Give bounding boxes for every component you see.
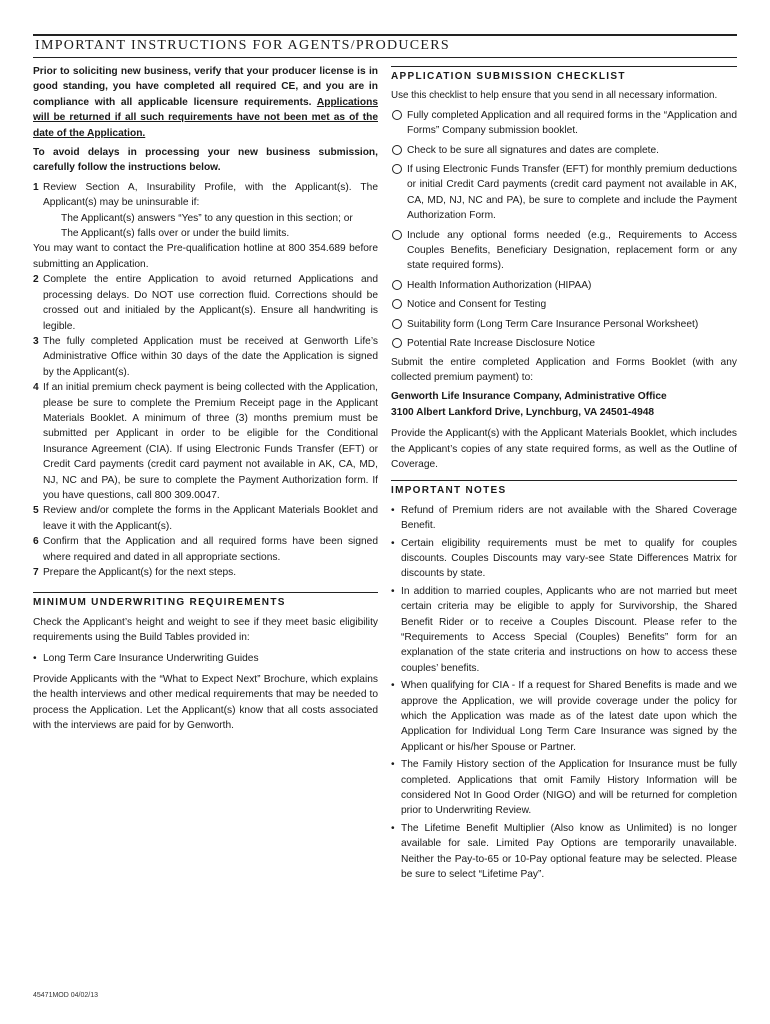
address-line-1: Genworth Life Insurance Company, Administrative Office (391, 391, 667, 403)
checklist-text: Suitability form (Long Term Care Insurance Personal Worksheet) (407, 318, 699, 330)
address-line-2: 3100 Albert Lankford Drive, Lynchburg, VA 24501-4948 (391, 406, 655, 418)
submission-checklist (391, 108, 737, 352)
intro-bold: Prior to soliciting new business, verify that your producer license is in good standing, you have completed all required CE, and you are in compliance with all applicable licensure requirements. (33, 66, 378, 108)
title-rule (33, 57, 737, 58)
note-text: The Lifetime Benefit Multiplier (Also know as Unlimited) is no longer available for sale. Limited Pay Options are temporarily unavailable. Neither the Pay-to-65 or 10-Pay optional feature may be selected. Please be sure to select “Lifetime Pay”. (401, 822, 737, 881)
step-1-condition-2: The Applicant(s) falls over or under the build limits. (61, 228, 290, 240)
underwriting-bullet (33, 651, 378, 666)
step-number: 3 (33, 335, 39, 347)
step-number: 5 (33, 505, 39, 517)
checkbox[interactable] (392, 338, 402, 348)
underwriting-text: Check the Applicant’s height and weight to see if they meet basic eligibility requirements using the Build Tables provided in: (33, 616, 378, 644)
bullet-glyph: • (33, 652, 37, 664)
step-number: 7 (33, 567, 39, 578)
step-text: If an initial premium check payment is being collected with the Application, please be sure to complete the Premium Receipt page in the Applicant Materials Booklet. A minimum of three (3) months premium must be submitted per Applicant in order to be eligible for the Conditional Insurance Agreement (CIA). If using Electronic Funds Transfer (EFT) or Credit Card payments (credit card payment not available in AK, CA, MD, NJ, NC and PA), be sure to complete the Payment Authorization form. If you have questions, call 800 309.0047. (43, 382, 378, 501)
avoid-delays-text: To avoid delays in processing your new business submission, carefully follow the instructions below. (33, 147, 378, 174)
note-item (391, 503, 737, 534)
important-notes (391, 503, 737, 883)
checkbox[interactable] (392, 299, 402, 309)
checklist-heading: APPLICATION SUBMISSION CHECKLIST (391, 66, 737, 84)
checklist-text: If using Electronic Funds Transfer (EFT) for monthly premium deductions or initial Credit Card payments (credit card payment not available in AK, CA, MD, NJ, NC and PA), be sure to complete and include the Payment Authorization Form. (407, 164, 737, 222)
checklist-text: Fully completed Application and all required forms in the “Application and Forms” Company submission booklet. (407, 109, 737, 137)
step-2 (33, 272, 378, 334)
checkbox[interactable] (392, 280, 402, 290)
left-column (33, 64, 378, 734)
checkbox[interactable] (392, 319, 402, 329)
checklist-item[interactable] (391, 228, 737, 274)
bullet-glyph: • (391, 537, 395, 549)
step-number: 4 (33, 382, 39, 394)
step-text: Review Section A, Insurability Profile, with the Applicant(s). The Applicant(s) may be uninsurable if: (43, 181, 378, 209)
form-number: 45471MOD 04/02/13 (33, 992, 98, 999)
underwriting-heading: MINIMUM UNDERWRITING REQUIREMENTS (33, 592, 378, 610)
instruction-steps-continued (33, 272, 378, 580)
step-7 (33, 565, 378, 580)
checklist-text: Potential Rate Increase Disclosure Notice (407, 338, 595, 350)
checklist-item[interactable] (391, 336, 737, 351)
checklist-text: Health Information Authorization (HIPAA) (407, 279, 592, 291)
intro-underline: Applications will be returned if all such requirements have not been met as of the date of the Application. (33, 96, 378, 139)
intro-paragraph (33, 64, 378, 141)
underwriting-text-2: Provide Applicants with the “What to Expect Next” Brochure, which explains the health interviews and other medical requirements that may be needed to process the Application. Let the Applicant(s) know that all costs associated with the interviews are paid for by Genworth. (33, 674, 378, 732)
step-number: 6 (33, 536, 39, 548)
notes-heading: IMPORTANT NOTES (391, 480, 737, 498)
note-item (391, 584, 737, 676)
bullet-glyph: • (391, 822, 395, 834)
bullet-glyph: • (391, 504, 395, 516)
checkbox[interactable] (392, 110, 402, 120)
underwriting-list (33, 651, 378, 666)
step-1 (33, 180, 378, 242)
checklist-item[interactable] (391, 108, 737, 139)
step-text: Complete the entire Application to avoid returned Applications and processing delays. Do NOT use correction fluid. Corrections should be crossed out and initialed by the Applicant(s). Ensure all handwriting is legible. (43, 274, 378, 332)
step-number: 1 (33, 181, 39, 193)
note-item (391, 678, 737, 755)
page-title: IMPORTANT INSTRUCTIONS FOR AGENTS/PRODUCERS (35, 38, 451, 53)
step-6 (33, 534, 378, 565)
note-text: In addition to married couples, Applicants who are not married but meet certain criteria may be eligible to apply for Survivorship, the Shared Benefit Rider or to receive a Couples Discount. Please refer to the “Requirements to Access Special (Couples) Benefits” form for an explanation of the state criteria and instructions on how to access these couples’ benefits. (401, 585, 737, 674)
step-text: Prepare the Applicant(s) for the next steps. (43, 567, 237, 578)
note-item (391, 757, 737, 819)
note-text: The Family History section of the Application for Insurance must be fully completed. Applications that omit Family History Information will be considered Not In Good Order (NIGO) and will be returned for completion prior to Underwriting Review. (401, 759, 737, 817)
checklist-text: Notice and Consent for Testing (407, 299, 547, 311)
checkbox[interactable] (392, 164, 402, 174)
checklist-item[interactable] (391, 278, 737, 293)
checklist-item[interactable] (391, 297, 737, 312)
checklist-item[interactable] (391, 162, 737, 224)
note-item (391, 821, 737, 883)
step-5 (33, 503, 378, 534)
step-text: Review and/or complete the forms in the Applicant Materials Booklet and leave it with the Applicant(s). (43, 505, 378, 532)
top-rule (33, 34, 737, 36)
note-text: Refund of Premium riders are not available with the Shared Coverage Benefit. (401, 504, 737, 532)
step-3 (33, 334, 378, 380)
note-item (391, 536, 737, 582)
prequal-hotline-text: You may want to contact the Pre-qualification hotline at 800 354.689 before submitting an Application. (33, 243, 378, 270)
checklist-text: Include any optional forms needed (e.g., Requirements to Access Couples Benefits, Beneficiary Designation, replacement form or any state required forms). (407, 229, 737, 272)
note-text: When qualifying for CIA - If a request for Shared Benefits is made and we approve the Application, we will provide coverage under the policy for which the Application was made as of the latest date upon which the Application for Individual Long Term Care Insurance was signed by the Applicant or his/her Spouse or Partner. (401, 680, 737, 753)
bullet-glyph: • (391, 759, 395, 771)
checklist-intro: Use this checklist to help ensure that you send in all necessary information. (391, 90, 718, 102)
checkbox[interactable] (392, 145, 402, 155)
checklist-item[interactable] (391, 143, 737, 158)
step-text: The fully completed Application must be received at Genworth Life’s Administrative Office within 30 days of the date the Application is signed by the Applicant(s). (43, 335, 378, 378)
checklist-text: Check to be sure all signatures and dates are complete. (407, 144, 660, 156)
step-4 (33, 380, 378, 503)
checklist-item[interactable] (391, 317, 737, 332)
instruction-steps (33, 180, 378, 242)
note-text: Certain eligibility requirements must be met to qualify for couples discounts. Couples Discounts may vary-see State Differences Matrix for discounts by state. (401, 537, 737, 580)
checkbox[interactable] (392, 230, 402, 240)
right-column (391, 64, 737, 883)
provide-text: Provide the Applicant(s) with the Applicant Materials Booklet, which includes the Applicant’s copies of any state required forms, as well as the Outline of Coverage. (391, 428, 737, 470)
submit-text: Submit the entire completed Application and Forms Booklet (with any collected premium payment) to: (391, 356, 737, 383)
step-1-condition-1: The Applicant(s) answers “Yes” to any question in this section; or (61, 212, 353, 224)
step-text: Confirm that the Application and all required forms have been signed where required and dated in all appropriate sections. (43, 536, 378, 563)
underwriting-bullet-text: Long Term Care Insurance Underwriting Guides (43, 652, 259, 664)
bullet-glyph: • (391, 585, 395, 597)
bullet-glyph: • (391, 680, 395, 692)
step-number: 2 (33, 274, 39, 286)
